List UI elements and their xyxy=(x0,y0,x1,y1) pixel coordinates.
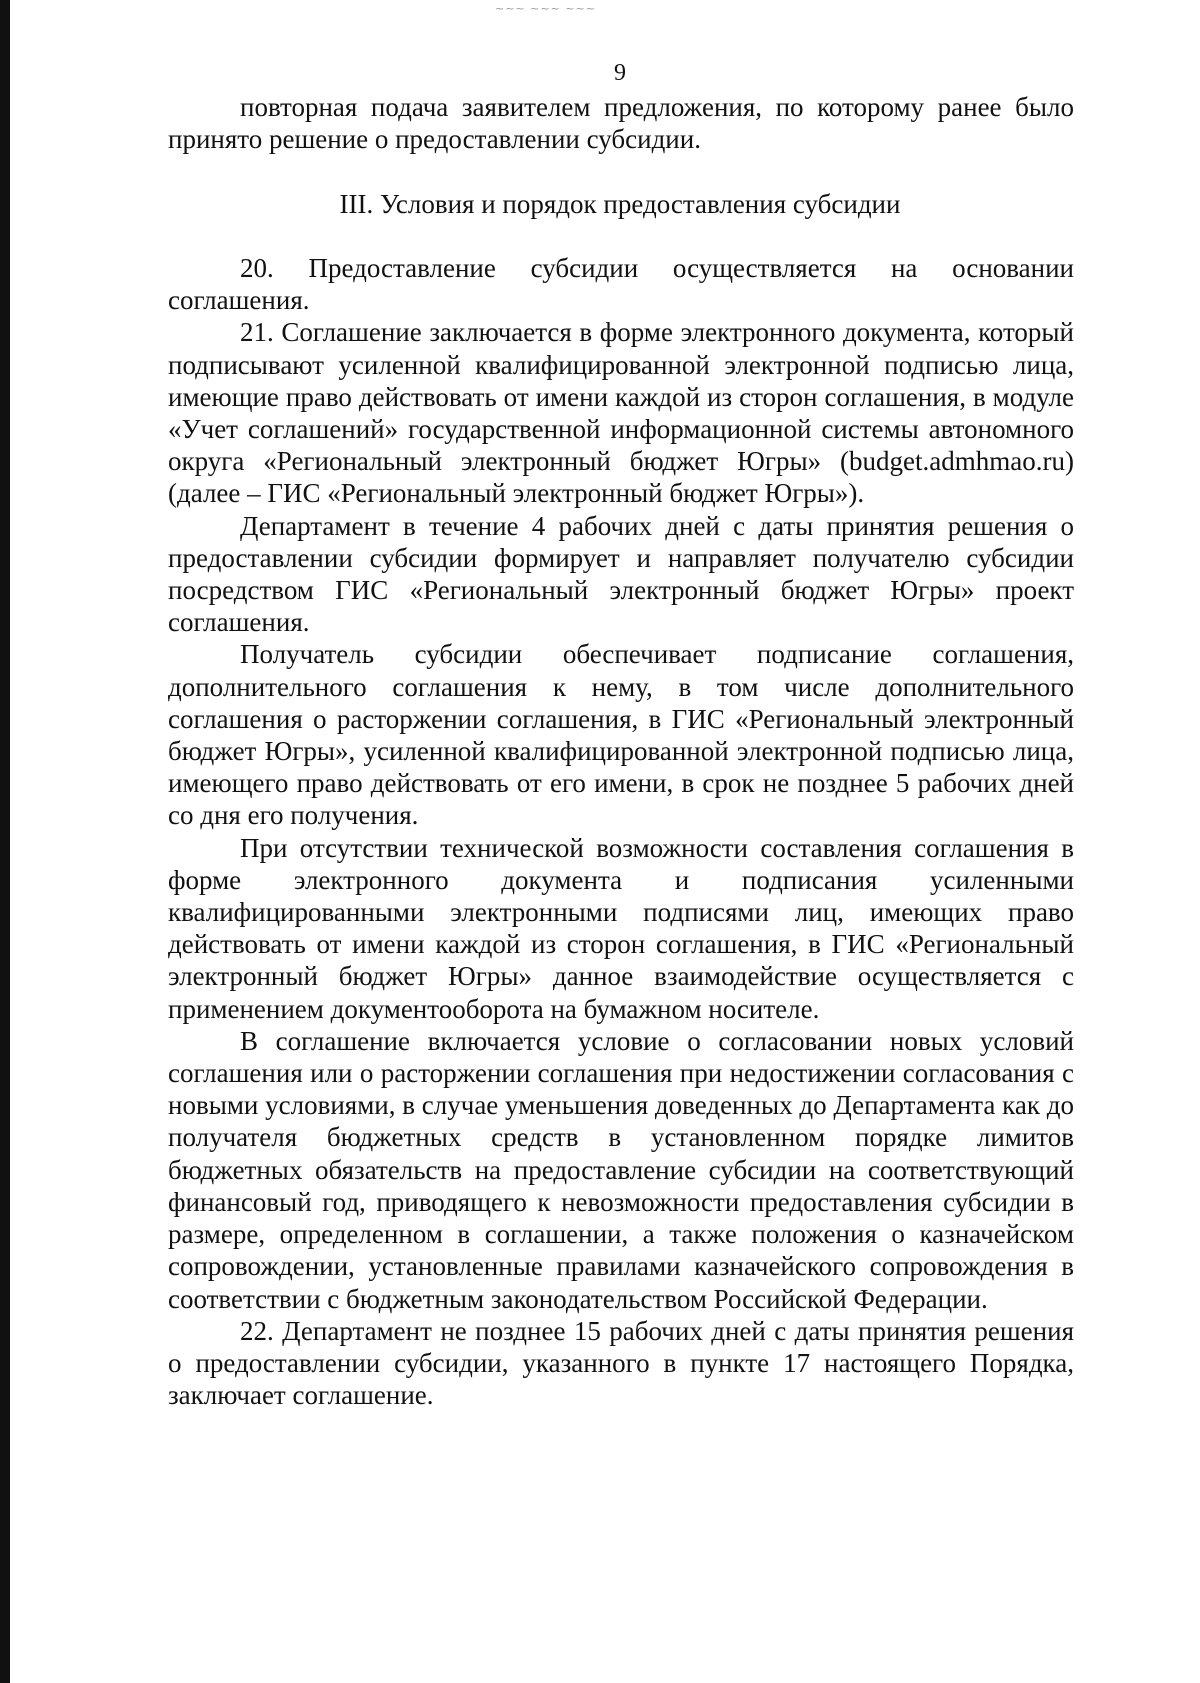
scan-artifact: ~~~ ~~~ ~~~ xyxy=(495,2,596,15)
paragraph-paper-workflow: При отсутствии технической возможности составления соглашения в форме электронного документа и подписания усиленными квалифицированными электронными подписями лиц, имеющих право действовать от имени каждой из сторон соглашения, в ГИС «Региональный электронный бюджет Югры» данное взаимодействие осуществляется с применением документооборота на бумажном носителе. xyxy=(168,832,1074,1024)
section-heading: III. Условия и порядок предоставления субсидии xyxy=(339,189,901,219)
paragraph-22: 22. Департамент не позднее 15 рабочих дней с даты принятия решения о предоставлении субсидии, указанного в пункте 17 настоящего Порядка, заключает соглашение. xyxy=(168,1315,1074,1411)
paragraph-20: 20. Предоставление субсидии осуществляется на основании соглашения. xyxy=(168,253,1074,316)
paragraph-21: 21. Соглашение заключается в форме электронного документа, который подписывают усиленной квалифицированной электронной подписью лица, имеющие право действовать от имени каждой из сторон соглашения, в модуле «Учет соглашений» государственной информационной системы автономного округа «Региональный электронный бюджет Югры» (budget.admhmao.ru) (далее – ГИС «Региональный электронный бюджет Югры»). xyxy=(168,317,1074,509)
page-number: 9 xyxy=(614,60,626,86)
intro-block xyxy=(168,91,1074,155)
scan-edge-border xyxy=(0,0,10,1683)
paragraph-department-draft: Департамент в течение 4 рабочих дней с даты принятия решения о предоставлении субсидии формирует и направляет получателю субсидии посредством ГИС «Региональный электронный бюджет Югры» проект соглашения. xyxy=(168,510,1074,638)
section-body xyxy=(168,252,1074,1411)
paragraph-agreement-conditions: В соглашение включается условие о согласовании новых условий соглашения или о расторжении соглашения при недостижении согласования с новыми условиями, в случае уменьшения доведенных до Департамента как до получателя бюджетных средств в установленном порядке лимитов бюджетных обязательств на предоставление субсидии на соответствующий финансовый год, приводящего к невозможности предоставления субсидии в размере, определенном в соглашении, а также положения о казначейском сопровождении, установленные правилами казначейского сопровождения в соответствии с бюджетным законодательством Российской Федерации. xyxy=(168,1025,1074,1314)
intro-paragraph: повторная подача заявителем предложения, по которому ранее было принято решение о предоставлении субсидии. xyxy=(168,92,1074,155)
paragraph-recipient-signing: Получатель субсидии обеспечивает подписание соглашения, дополнительного соглашения к нему, в том числе дополнительного соглашения о расторжении соглашения, в ГИС «Региональный электронный бюджет Югры», усиленной квалифицированной электронной подписью лица, имеющего право действовать от его имени, в срок не позднее 5 рабочих дней со дня его получения. xyxy=(168,639,1074,831)
